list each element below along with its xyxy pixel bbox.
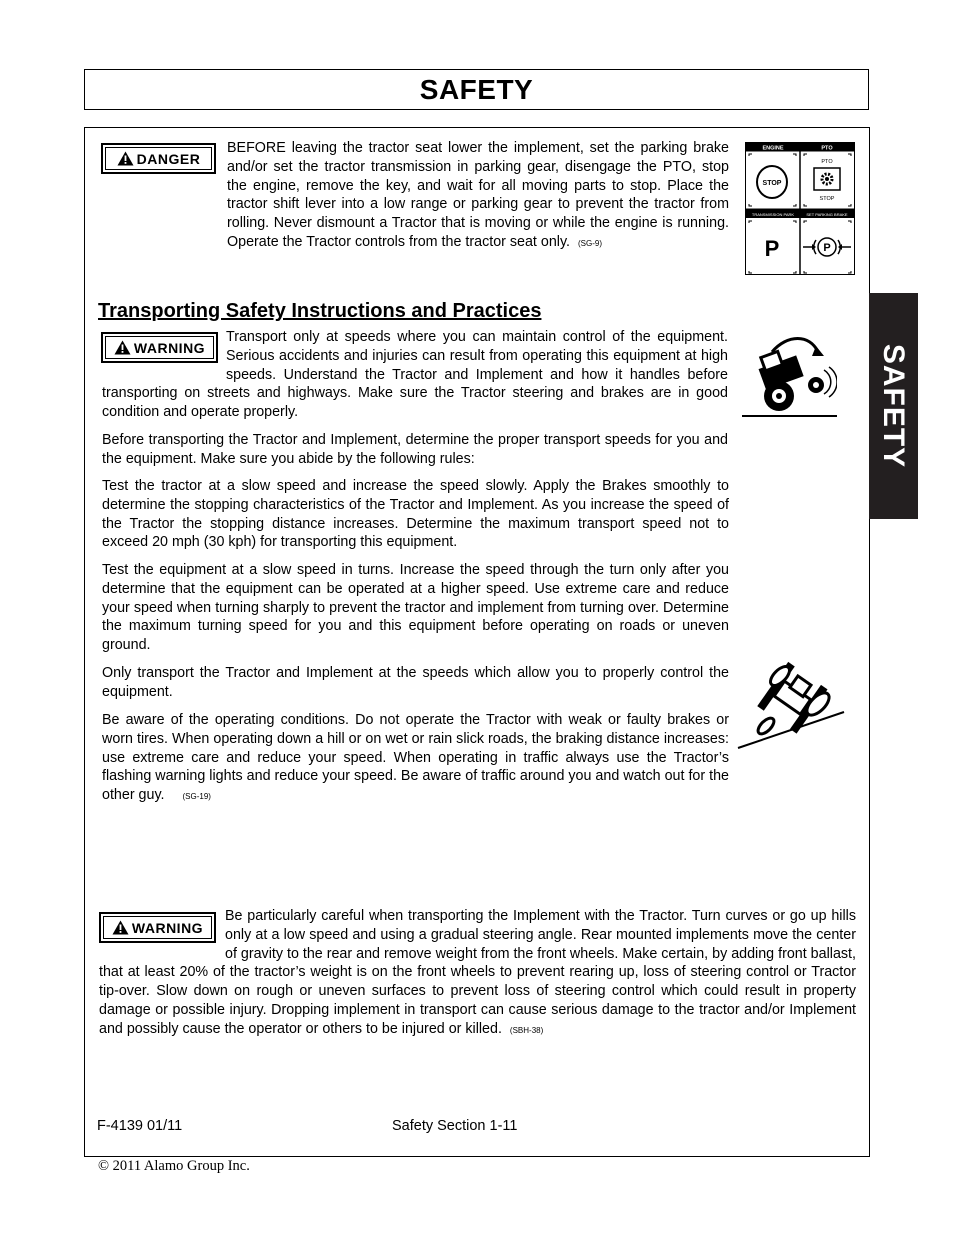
pto-stop-label: STOP bbox=[819, 196, 835, 202]
pto-inner-label: PTO bbox=[821, 159, 833, 165]
warning1-paragraph-3: Test the tractor at a slow speed and increase the speed slowly. Apply the Brakes smoothly to determine the stopping characteristics of the Tractor and Implement. As you increase the speed of the Tractor the stopping distance increases. Determine the maximum transport speed not to exceed 20 mph (30 kph) for transporting this equipment. bbox=[102, 478, 729, 551]
tractor-tip-over-icon bbox=[742, 330, 837, 418]
side-tab-label: SAFETY bbox=[877, 343, 911, 469]
transmission-label: TRANSMISSION PARK bbox=[751, 212, 795, 217]
warning1-paragraph-4: Test the equipment at a slow speed in turns. Increase the speed through the turn only after you determine that the equipment can be operated at a higher speed. Use extreme care and reduce your speed when turning sharply to prevent the tractor and implement from turning over. Determine the maximum turning speed for you and this equipment before operating on roads or uneven ground. bbox=[102, 562, 729, 654]
brake-letter: P bbox=[823, 242, 831, 254]
warning1-paragraph-2: Before transporting the Tractor and Implement, determine the proper transport speeds for you and the equipment. Make sure you abide by the following rules: bbox=[102, 432, 728, 467]
section-page-label: Safety Section 1-11 bbox=[392, 1118, 518, 1134]
brake-label: SET PARKING BRAKE bbox=[806, 212, 848, 217]
pto-label: PTO bbox=[821, 145, 833, 152]
warning1-paragraph-6: Be aware of the operating conditions. Do not operate the Tractor with weak or faulty brakes or worn tires. When operating down a hill or on wet or rain slick roads, the braking distance increases: use extreme care and reduce your speed. When operating in traffic always use the Tractor’s flashing warning lights and reduce your speed. Be aware of traffic around you and watch out for the other guy. (SG-19) bbox=[102, 712, 729, 804]
section-title: Transporting Safety Instructions and Practices bbox=[98, 300, 542, 322]
park-icon: P bbox=[764, 236, 780, 261]
warning-sign-label: WARNING bbox=[131, 919, 204, 936]
warning2-code: (SBH-38) bbox=[509, 1025, 544, 1035]
doc-number: F-4139 01/11 bbox=[97, 1118, 183, 1134]
page-title: SAFETY bbox=[419, 73, 534, 105]
danger-sign-label: DANGER bbox=[136, 150, 201, 167]
warning1-paragraph-5: Only transport the Tractor and Implement at the speeds which allow you to properly control the equipment. bbox=[102, 665, 729, 700]
warning1-paragraph-1: Transport only at speeds where you can maintain control of the equipment. Serious accidents and injuries can result from operating this equipment at high speeds. Understand the Tractor and Implement and how it handles before transporting on streets and highways. Make sure the Tractor steering and brakes are in good condition and operate properly. bbox=[102, 329, 728, 421]
warning1-code: (SG-19) bbox=[182, 792, 211, 802]
tractor-on-slope-icon bbox=[736, 648, 846, 752]
tractor-controls-panel bbox=[745, 142, 855, 275]
danger-text: BEFORE leaving the tractor seat lower the implement, set the parking brake and/or set the tractor transmission in parking gear, disengage the PTO, stop the engine, remove the key, and wait for all moving parts to stop. Place the tractor shift lever into a low range or parking gear to prevent the tractor from rolling. Never dismount a Tractor that is moving or while the engine is running. Operate the Tractor controls from the tractor seat only. (SG-9) bbox=[227, 140, 729, 250]
page-header bbox=[84, 69, 869, 110]
stop-label: STOP bbox=[762, 180, 782, 187]
warning2-paragraph: Be particularly careful when transporting the Implement with the Tractor. Turn curves or go up hills only at a low speed and using a gradual steering angle. Rear mounted implements move the center of gravity to the rear and remove weight from the front wheels. Make certain, by adding front ballast, that at least 20% of the tractor’s weight is on the front wheels to prevent rearing up, loss of steering control or Tractor tip-over. Slow down on rough or uneven surfaces to prevent loss of steering control which could result in property damage or possible injury. Dropping implement in transport can cause serious damage to the tractor and/or Implement and possibly cause the operator or others to be injured or killed. (SBH-38) bbox=[99, 908, 856, 1037]
engine-label: ENGINE bbox=[762, 145, 784, 152]
alert-triangle-icon bbox=[117, 151, 134, 166]
copyright: © 2011 Alamo Group Inc. bbox=[98, 1158, 250, 1174]
danger-code: (SG-9) bbox=[578, 238, 602, 248]
side-tab bbox=[869, 293, 918, 519]
danger-sign bbox=[101, 143, 216, 174]
warning-sign-label: WARNING bbox=[133, 339, 206, 356]
